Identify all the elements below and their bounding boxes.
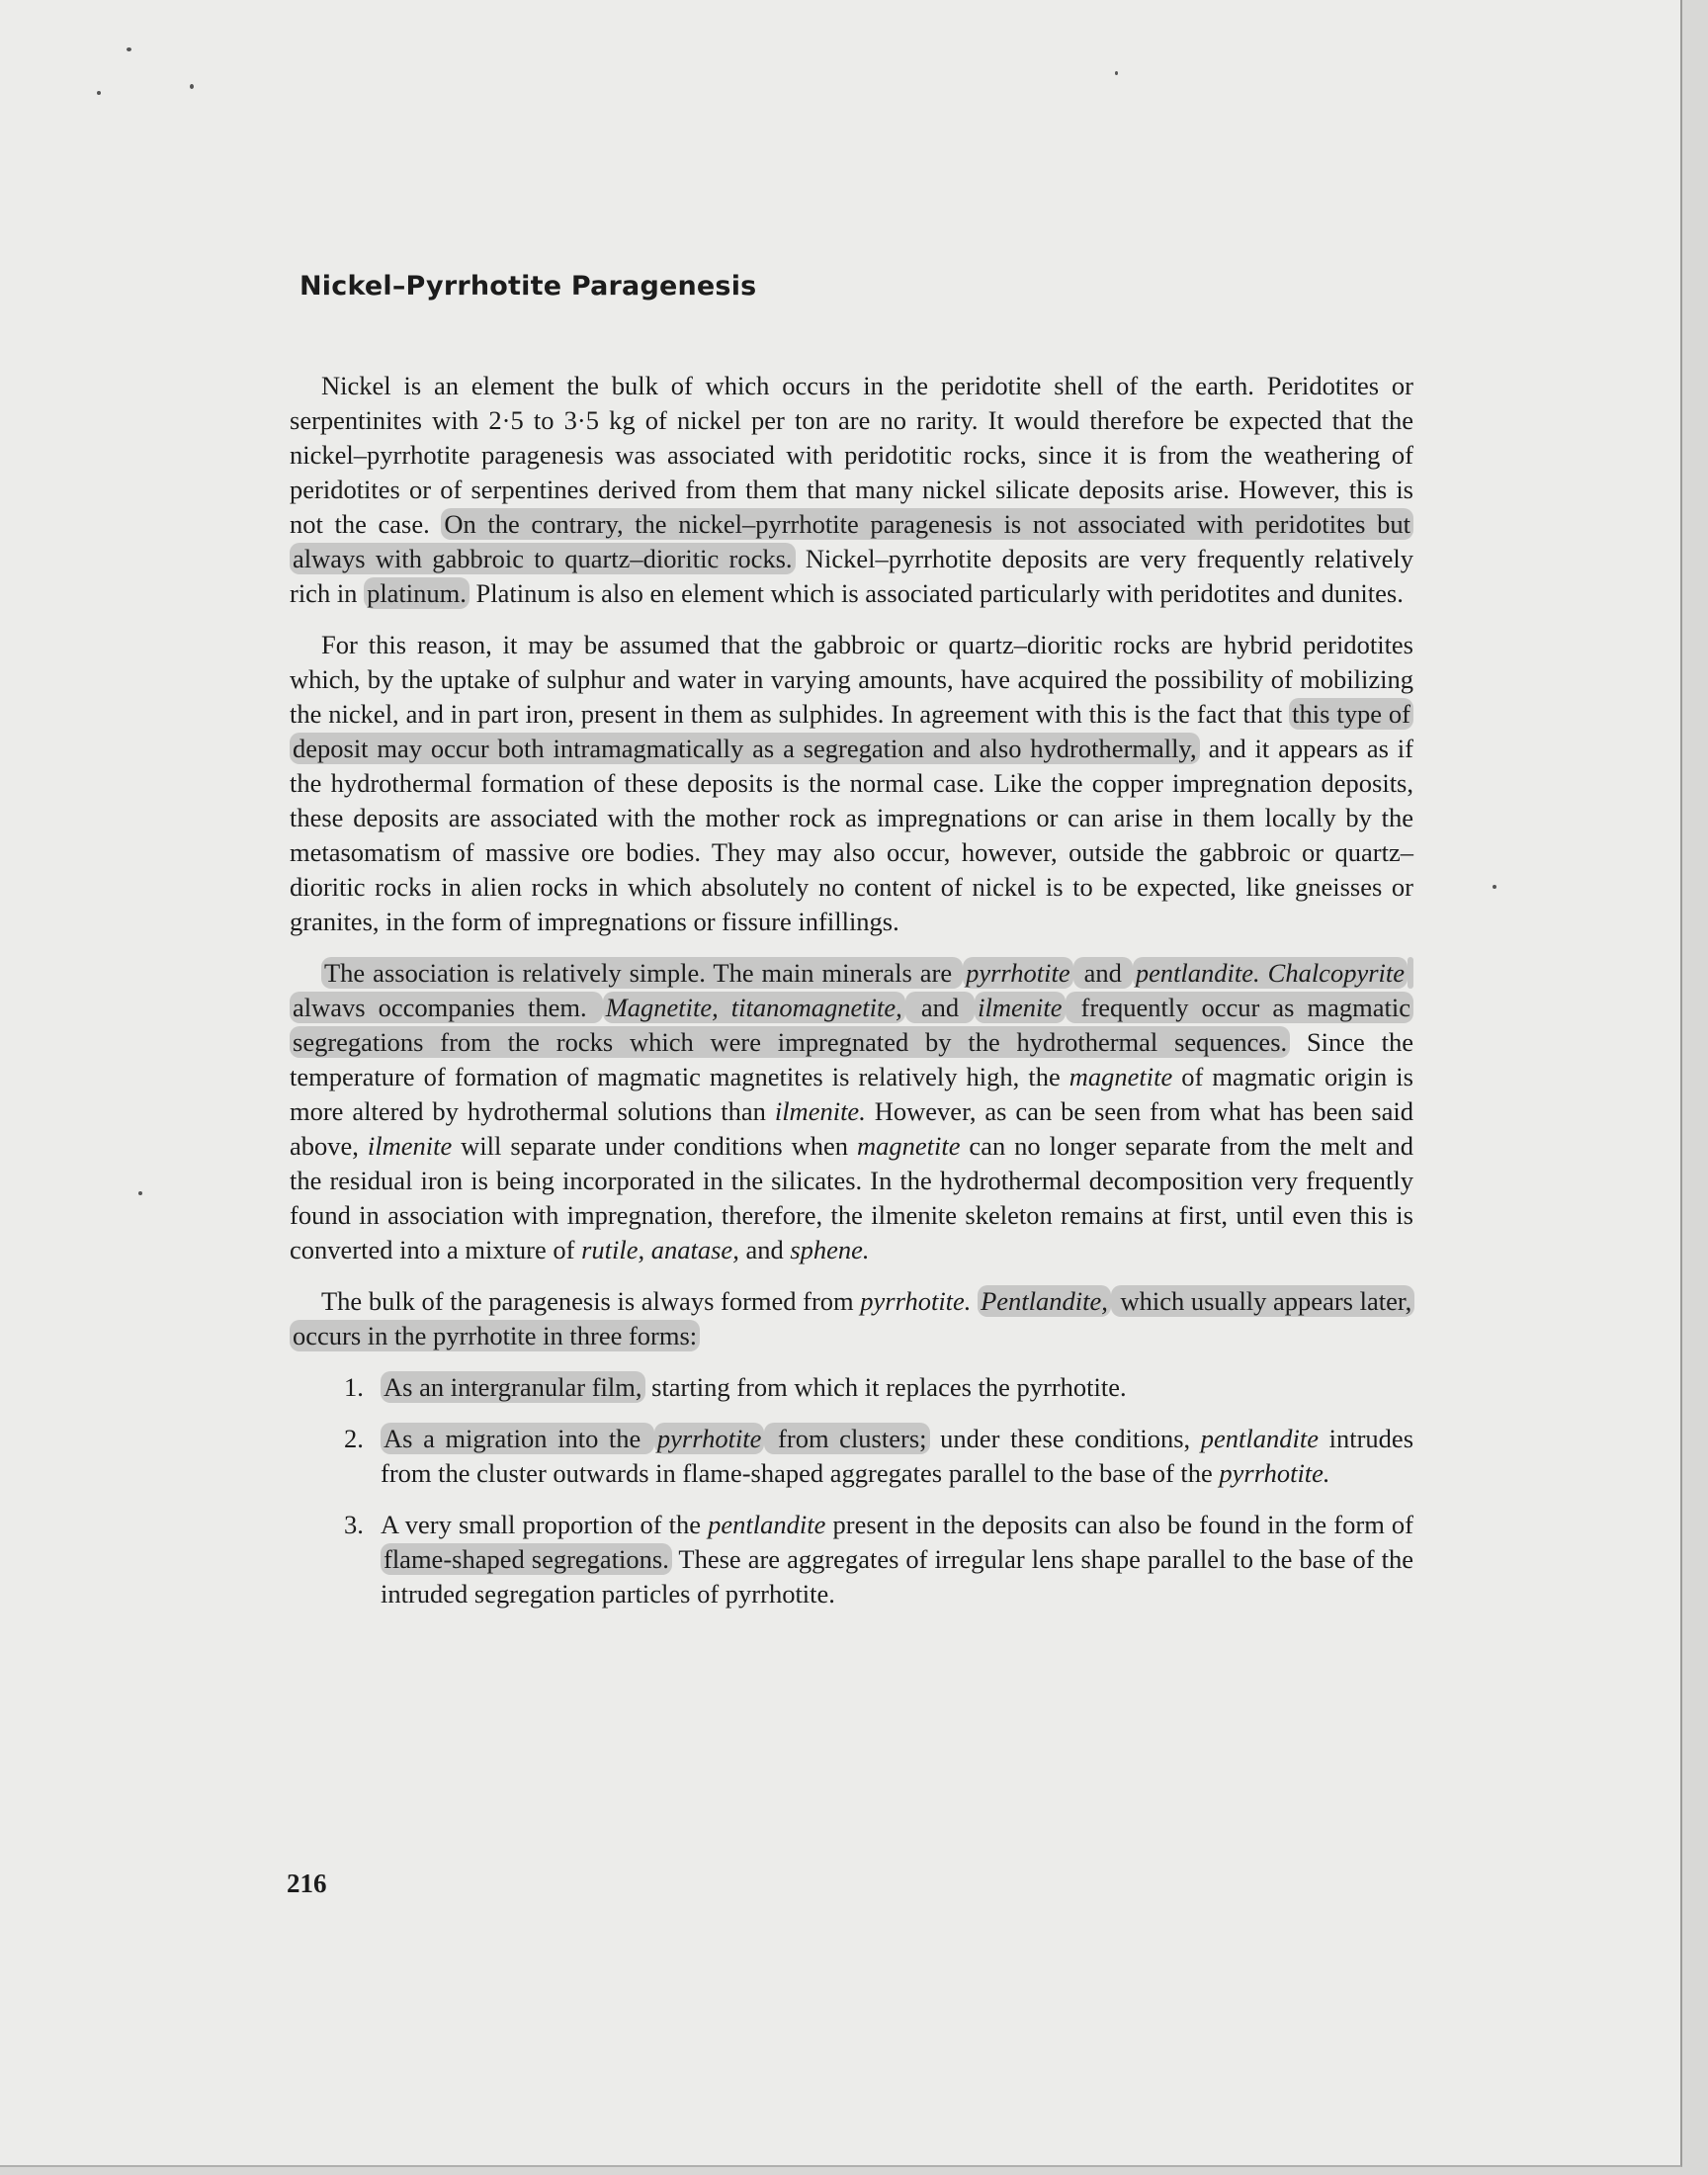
text-run: and <box>738 1235 791 1264</box>
list-item <box>290 1422 1413 1491</box>
text-run: will separate under conditions when <box>452 1131 857 1161</box>
text-run: present in the deposits can also be found in the form of <box>825 1510 1413 1539</box>
highlighted-text: and <box>905 992 975 1023</box>
highlighted-text: platinum. <box>364 577 470 609</box>
highlighted-text: On the contrary, the nickel–pyrrhotite paragenesis is not associated with peridotites but always with gabbroic to quartz–dioritic rocks. <box>290 508 1413 574</box>
text-run: A very small proportion of the <box>381 1510 709 1539</box>
italic-term: magnetite <box>857 1131 961 1161</box>
italic-term: Pentlandite, <box>981 1286 1108 1316</box>
text-run: under these conditions, <box>929 1424 1201 1453</box>
highlighted-text: alwavs occompanies them. <box>290 957 1413 1023</box>
text-run: These are aggregates of irregular lens shape parallel to the base of the intruded segregation particles of pyrrhotite. <box>381 1544 1413 1609</box>
text-run: Platinum is also en element which is associated particularly with peridotites and dunites. <box>469 578 1404 608</box>
paragraph <box>290 956 1413 1267</box>
paragraph <box>290 628 1413 939</box>
scan-speck <box>127 47 131 51</box>
paragraph <box>290 1284 1413 1353</box>
list-number: 2. <box>344 1424 364 1453</box>
italic-term: pyrrhotite <box>656 1424 762 1453</box>
list-item <box>290 1508 1413 1611</box>
italic-term: Magnetite, titanomagnetite, <box>605 993 902 1022</box>
list-number: 1. <box>344 1372 364 1402</box>
text-run: starting from which it replaces the pyrrhotite. <box>644 1372 1127 1402</box>
highlighted-text <box>603 992 905 1023</box>
highlighted-text <box>963 957 1073 989</box>
text-run: and it appears as if the hydrothermal formation of these deposits is the normal case. Like the copper impregnation deposits, these deposits are associated with the mother rock as impregnations or can arise in them locally by the metasomatism of massive ore bodies. They may also occur, however, outside the gabbroic or quartz–dioritic rocks in alien rocks in which absolutely no content of nickel is to be expected, like gneisses or granites, in the form of impregnations or fissure infillings. <box>290 734 1413 936</box>
highlighted-text: As a migration into the <box>381 1423 654 1454</box>
highlighted-text <box>975 992 1065 1023</box>
italic-term: ilmenite <box>367 1131 453 1161</box>
text-run: intrudes from the cluster outwards in flame-shaped aggregates parallel to the base of the <box>381 1424 1414 1488</box>
section-heading: Nickel–Pyrrhotite Paragenesis <box>299 271 757 302</box>
italic-term: magnetite <box>1068 1062 1173 1091</box>
text-run: can no longer separate from the melt and the residual iron is being incorporated in the silicates. In the hydrothermal decomposition very frequently found in association with impregnation, therefore, the ilmenite skeleton remains at first, until even this is converted into a mixture of <box>290 1131 1413 1264</box>
page-number: 216 <box>287 1869 327 1898</box>
highlighted-text: As an intergranular film, <box>381 1371 645 1403</box>
scan-speck <box>138 1191 142 1195</box>
highlighted-text: and <box>1073 957 1133 989</box>
scan-speck <box>1115 71 1118 75</box>
text-run: Nickel is an element the bulk of which occurs in the peridotite shell of the earth. Peridotites or serpentinites with 2·5 to 3·5 kg of nickel per ton are no rarity. It would therefore be expected that the nickel–pyrrhotite paragenesis was associated with peridotitic rocks, since it is from the weathering of peridotites or of serpentines derived from them that many nickel silicate deposits arise. However, this is not the case. <box>290 371 1413 539</box>
text-run: For this reason, it may be assumed that the gabbroic or quartz–dioritic rocks are hybrid peridotites which, by the uptake of sulphur and water in varying amounts, have acquired the possibility of mobilizing the nickel, and in part iron, present in them as sulphides. In agreement with this is the fact that <box>290 630 1413 729</box>
italic-term: pentlandite. Chalcopyrite <box>1135 958 1405 988</box>
italic-term: pentlandite <box>1200 1424 1320 1453</box>
italic-term: pyrrhotite. <box>860 1286 972 1316</box>
text-run: Nickel–pyrrhotite deposits are very frequently relatively rich in <box>290 544 1413 608</box>
scan-speck <box>97 91 101 95</box>
list-number: 3. <box>344 1510 364 1539</box>
paragraph <box>290 369 1413 611</box>
scan-speck <box>190 84 194 89</box>
numbered-list <box>290 1370 1413 1611</box>
text-run: of magmatic origin is more altered by hydrothermal solutions than <box>290 1062 1413 1126</box>
italic-term: ilmenite <box>978 993 1063 1022</box>
italic-term: pentlandite <box>708 1510 826 1539</box>
highlighted-text: frequently occur as magmatic segregations from the rocks which were impregnated by the hydrothermal sequences. <box>290 992 1413 1058</box>
italic-term: rutile, anatase, <box>581 1235 739 1264</box>
highlighted-text: The association is relatively simple. The main minerals are <box>321 957 963 989</box>
list-item <box>290 1370 1413 1405</box>
italic-term: pyrrhotite. <box>1219 1458 1330 1488</box>
body-text <box>290 369 1413 1628</box>
highlighted-text: which usually appears later, occurs in the pyrrhotite in three forms: <box>290 1285 1414 1351</box>
highlighted-text: this type of deposit may occur both intramagmatically as a segregation and also hydrothermally, <box>290 698 1413 764</box>
text-run: However, as can be seen from what has been said above, <box>290 1096 1413 1161</box>
highlighted-text <box>978 1285 1111 1317</box>
highlighted-text: from clusters; <box>764 1423 929 1454</box>
highlighted-text <box>654 1423 765 1454</box>
italic-term: pyrrhotite <box>966 958 1070 988</box>
text-run: Since the temperature of formation of magmatic magnetites is relatively high, the <box>290 1027 1413 1091</box>
scan-speck <box>1493 885 1496 889</box>
italic-term: ilmenite. <box>774 1096 866 1126</box>
text-run: The bulk of the paragenesis is always formed from <box>321 1286 861 1316</box>
paragraphs <box>290 369 1413 1353</box>
highlighted-text: flame-shaped segregations. <box>381 1543 672 1575</box>
italic-term: sphene. <box>790 1235 870 1264</box>
highlighted-text <box>1133 957 1408 989</box>
